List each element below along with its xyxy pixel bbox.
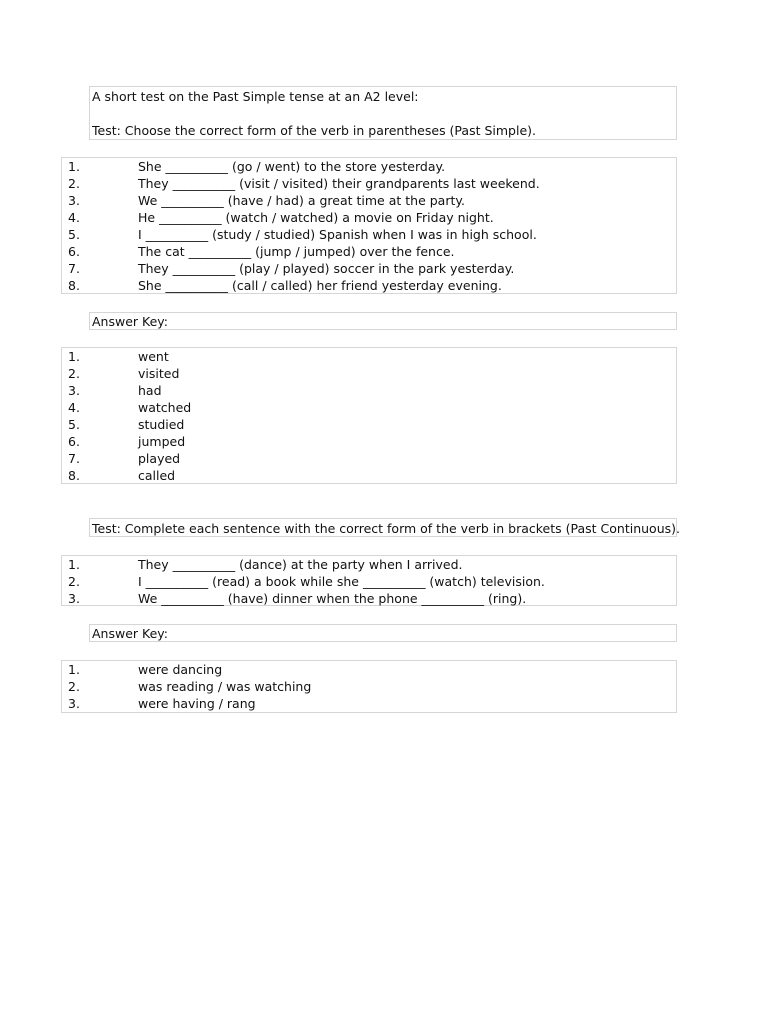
item-number: 5. [68, 417, 80, 432]
list-item [62, 192, 676, 209]
list-item [62, 209, 676, 226]
item-number: 1. [68, 159, 80, 174]
answer-key-2-list [61, 660, 677, 713]
item-number: 6. [68, 244, 80, 259]
item-text: studied [138, 417, 185, 432]
test1-list [61, 157, 677, 294]
test2-heading [89, 518, 680, 537]
item-text: were dancing [138, 662, 223, 677]
item-text: visited [138, 366, 180, 381]
list-item [62, 467, 676, 484]
item-text: I __________ (read) a book while she __________ (watch) television. [138, 574, 545, 589]
item-number: 1. [68, 662, 80, 677]
answer-key-2-heading [89, 624, 677, 642]
item-text: The cat __________ (jump / jumped) over the fence. [138, 244, 455, 259]
list-item [62, 573, 676, 590]
item-number: 3. [68, 696, 80, 711]
item-text: called [138, 468, 176, 483]
list-item [62, 433, 676, 450]
list-item [62, 661, 676, 678]
answer-key-1-heading [89, 312, 677, 330]
list-item [62, 175, 676, 192]
item-number: 2. [68, 176, 80, 191]
list-item [62, 260, 676, 277]
item-text: She __________ (go / went) to the store yesterday. [138, 159, 446, 174]
document-title: A short test on the Past Simple tense at an A2 level: [92, 89, 419, 104]
item-text: We __________ (have) dinner when the phone __________ (ring). [138, 591, 527, 606]
item-text: He __________ (watch / watched) a movie on Friday night. [138, 210, 494, 225]
item-text: She __________ (call / called) her friend yesterday evening. [138, 278, 502, 293]
list-item [62, 348, 676, 365]
list-item [62, 382, 676, 399]
answer-key-1-list [61, 347, 677, 484]
answer-key-label: Answer Key: [92, 314, 168, 329]
list-item [62, 243, 676, 260]
item-number: 7. [68, 261, 80, 276]
intro-box [89, 86, 677, 140]
item-text: were having / rang [138, 696, 256, 711]
list-item [62, 158, 676, 175]
list-item [62, 678, 676, 695]
item-text: They __________ (dance) at the party when I arrived. [138, 557, 463, 572]
item-number: 2. [68, 679, 80, 694]
item-number: 1. [68, 557, 80, 572]
item-text: We __________ (have / had) a great time at the party. [138, 193, 465, 208]
list-item [62, 277, 676, 294]
item-number: 3. [68, 193, 80, 208]
item-number: 5. [68, 227, 80, 242]
item-number: 8. [68, 278, 80, 293]
item-number: 7. [68, 451, 80, 466]
item-text: went [138, 349, 169, 364]
list-item [62, 365, 676, 382]
item-number: 4. [68, 400, 80, 415]
test1-instruction: Test: Choose the correct form of the verb in parentheses (Past Simple). [92, 123, 536, 138]
item-text: played [138, 451, 181, 466]
item-number: 8. [68, 468, 80, 483]
item-text: was reading / was watching [138, 679, 312, 694]
test2-list [61, 555, 677, 606]
item-number: 2. [68, 574, 80, 589]
item-number: 6. [68, 434, 80, 449]
item-number: 3. [68, 591, 80, 606]
item-text: They __________ (visit / visited) their grandparents last weekend. [138, 176, 540, 191]
list-item [62, 226, 676, 243]
list-item [62, 450, 676, 467]
item-number: 4. [68, 210, 80, 225]
list-item [62, 556, 676, 573]
answer-key-label: Answer Key: [92, 626, 168, 641]
item-number: 3. [68, 383, 80, 398]
test2-instruction: Test: Complete each sentence with the correct form of the verb in brackets (Past Continuous). [92, 521, 680, 536]
item-text: I __________ (study / studied) Spanish when I was in high school. [138, 227, 537, 242]
list-item [62, 399, 676, 416]
item-text: had [138, 383, 162, 398]
item-text: watched [138, 400, 192, 415]
list-item [62, 416, 676, 433]
item-text: jumped [138, 434, 186, 449]
list-item [62, 695, 676, 712]
list-item [62, 590, 676, 607]
item-number: 2. [68, 366, 80, 381]
item-number: 1. [68, 349, 80, 364]
item-text: They __________ (play / played) soccer in the park yesterday. [138, 261, 515, 276]
